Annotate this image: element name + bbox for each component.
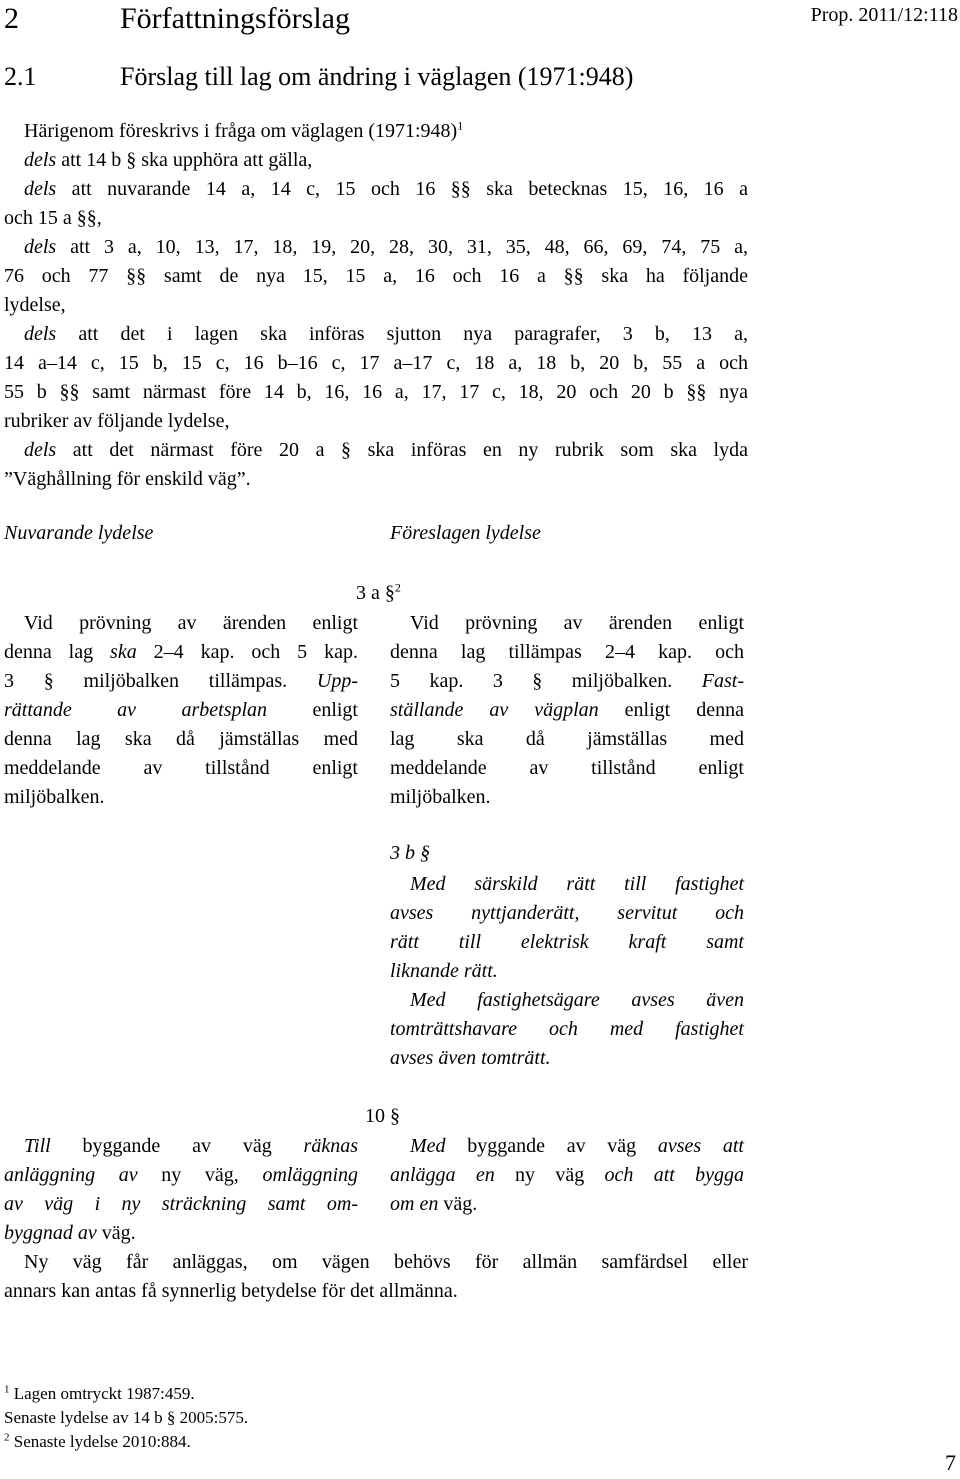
para-10-proposed-text: Med byggande av väg avses att anlägga en ny väg och att bygga om en väg. bbox=[390, 1135, 744, 1215]
para-3b-proposed-text: Med särskild rätt till fastighet avses nyttjanderätt, servitut och rätt till elektrisk kraft samt liknande rätt. Med fastighetsägare avses även tomträttshavare och med fastighet avses även tomträtt. bbox=[390, 873, 744, 1069]
footnote-ref-1: 1 bbox=[457, 118, 464, 133]
intro-line-3: dels att nuvarande 14 a, 14 c, 15 och 16 §§ ska betecknas 15, 16, 16 a bbox=[24, 178, 748, 200]
intro-line-13: ”Väghållning för enskild väg”. bbox=[4, 468, 251, 490]
chapter-number: 2 bbox=[4, 2, 19, 35]
footnote-2: $^2$ Senaste lydelse 2010:884. bbox=[4, 1431, 191, 1451]
paragraph-heading-10: 10 § bbox=[365, 1105, 400, 1127]
para-3a-current-text: Vid prövning av ärenden enligt denna lag ska 2–4 kap. och 5 kap. 3 § miljöbalken tillämpas. Upp- rättande av arbetsplan enligt denna lag ska då jämställas med meddelande av tillstånd enligt miljöbalken. bbox=[4, 612, 358, 808]
para-10-common-line-2: annars kan antas få synnerlig betydelse för det allmänna. bbox=[4, 1280, 458, 1302]
paragraph-heading-3a: 3 a §$^2$ bbox=[356, 580, 401, 604]
paragraph-heading-3b: 3 b § bbox=[390, 842, 430, 864]
prop-reference: Prop. 2011/12:118 bbox=[810, 4, 958, 26]
intro-line-2: dels att 14 b § ska upphöra att gälla, bbox=[24, 149, 313, 171]
footnote-ref-2: 2 bbox=[394, 580, 401, 595]
intro-line-9: 14 a–14 c, 15 b, 15 c, 16 b–16 c, 17 a–17 c, 18 a, 18 b, 20 b, 55 a och bbox=[4, 352, 748, 374]
para-3a-proposed-text: Vid prövning av ärenden enligt denna lag tillämpas 2–4 kap. och 5 kap. 3 § miljöbalken. Fast- ställande av vägplan enligt denna lag ska då jämställas med meddelande av tillstånd enligt miljöbalken. bbox=[390, 612, 744, 808]
section-number: 2.1 bbox=[4, 62, 37, 91]
intro-line-1: Härigenom föreskrivs i fråga om väglagen (1971:948)$^1$ bbox=[24, 118, 464, 142]
intro-line-4: och 15 a §§, bbox=[4, 207, 102, 229]
para-10-current-text: Till byggande av väg räknas anläggning av ny väg, omläggning av väg i ny sträckning samt om- byggnad av väg. bbox=[4, 1135, 358, 1244]
intro-line-7: lydelse, bbox=[4, 294, 66, 316]
intro-line-10: 55 b §§ samt närmast före 14 b, 16, 16 a, 17, 17 c, 18, 20 och 20 b §§ nya bbox=[4, 381, 748, 403]
page-number: 7 bbox=[945, 1450, 956, 1475]
intro-line-12: dels att det närmast före 20 a § ska införas en ny rubrik som ska lyda bbox=[24, 439, 748, 461]
footnote-1: $^1$ Lagen omtryckt 1987:459. bbox=[4, 1383, 195, 1403]
section-title: Förslag till lag om ändring i väglagen (1971:948) bbox=[120, 62, 634, 91]
chapter-title: Författningsförslag bbox=[120, 2, 350, 35]
intro-line-11: rubriker av följande lydelse, bbox=[4, 410, 230, 432]
para-10-common-line-1: Ny väg får anläggas, om vägen behövs för allmän samfärdsel eller bbox=[24, 1251, 748, 1273]
column-heading-current: Nuvarande lydelse bbox=[4, 522, 154, 544]
intro-line-5: dels att 3 a, 10, 13, 17, 18, 19, 20, 28, 30, 31, 35, 48, 66, 69, 74, 75 a, bbox=[24, 236, 748, 258]
column-heading-proposed: Föreslagen lydelse bbox=[390, 522, 541, 544]
footnote-1-line-2: Senaste lydelse av 14 b § 2005:575. bbox=[4, 1408, 249, 1427]
intro-line-6: 76 och 77 §§ samt de nya 15, 15 a, 16 och 16 a §§ ska ha följande bbox=[4, 265, 748, 287]
intro-line-8: dels att det i lagen ska införas sjutton nya paragrafer, 3 b, 13 a, bbox=[24, 323, 748, 345]
